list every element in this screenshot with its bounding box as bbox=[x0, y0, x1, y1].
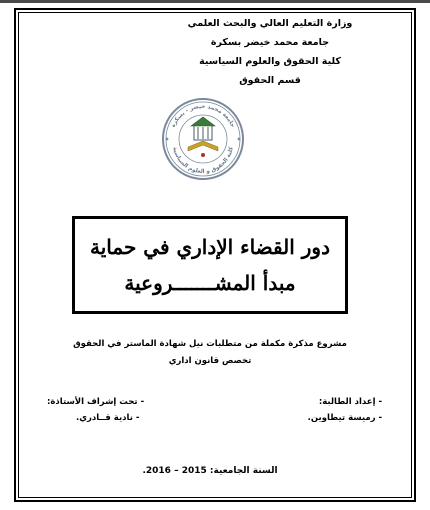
thesis-title-line2: مبدأ المشـــــــروعية bbox=[124, 271, 296, 295]
department-name: قسم الحقوق bbox=[239, 75, 301, 86]
ministry-name: وزارة التعليم العالي والبحث العلمي bbox=[187, 18, 353, 29]
university-name: جامعة محمد خيضر بسكرة bbox=[210, 37, 330, 48]
faculty-name: كلية الحقوق والعلوم السياسية bbox=[199, 56, 341, 67]
top-bar bbox=[0, 0, 430, 3]
prepared-by-label: - إعداد الطالبة: bbox=[318, 397, 382, 407]
seal-text-top: جامعة محمد خيضر - بسكرة bbox=[170, 103, 236, 129]
student-name: - رميسة تيطاوين. bbox=[307, 413, 382, 423]
degree-description: مشروع مذكرة مكملة من متطلبات نيل شهادة الماستر في الحقوق bbox=[73, 339, 347, 349]
svg-text:كلية الحقوق و العلوم السياسية bbox=[171, 146, 235, 176]
thesis-title-line1: دور القضاء الإداري في حماية bbox=[90, 235, 330, 259]
seal-text-bottom: كلية الحقوق و العلوم السياسية bbox=[171, 146, 235, 176]
supervisor-name: - نادية قــادري. bbox=[76, 413, 140, 423]
supervisor-label: - تحت إشراف الأستاذة: bbox=[47, 397, 145, 407]
specialization: تخصص قانون اداري bbox=[168, 356, 252, 366]
university-seal-icon bbox=[161, 97, 245, 181]
thesis-title-box bbox=[72, 216, 348, 314]
institution-header bbox=[150, 14, 390, 90]
academic-year: السنة الجامعية: 2015 – 2016. bbox=[142, 466, 278, 476]
